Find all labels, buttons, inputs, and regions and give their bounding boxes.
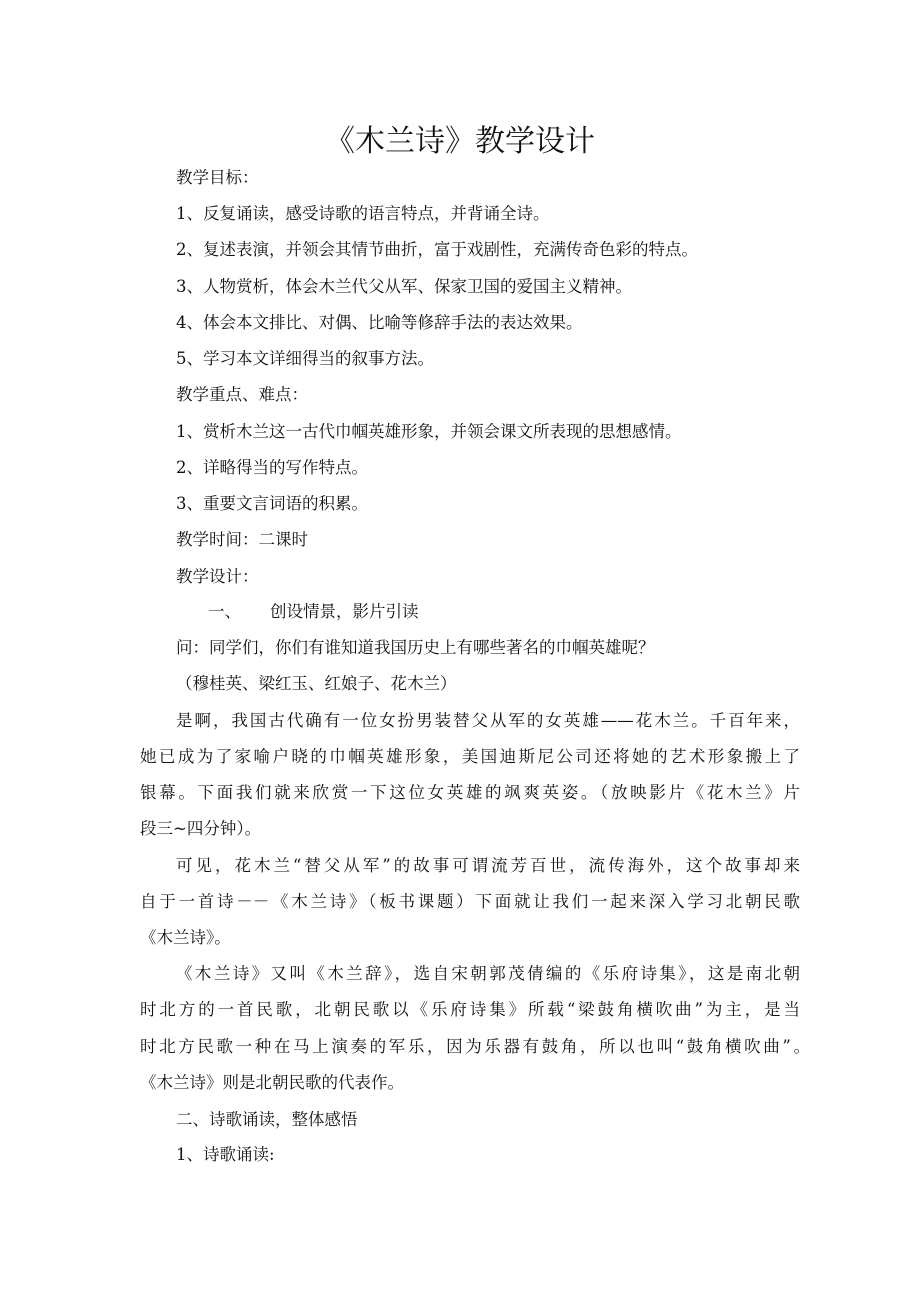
paragraph-line: 问：同学们，你们有谁知道我国历史上有哪些著名的巾帼英雄呢？ bbox=[176, 638, 655, 657]
section-heading: 教学重点、难点： bbox=[176, 385, 308, 404]
step-number: 一、 bbox=[208, 602, 241, 621]
paragraph-line: 《木兰诗》。 bbox=[140, 928, 231, 947]
key-point-item: 1、赏析木兰这一古代巾帼英雄形象，并领会课文所表现的思想感情。 bbox=[176, 422, 682, 441]
step-heading: 创设情景，影片引读 bbox=[270, 602, 419, 621]
objective-item: 1、反复诵读，感受诗歌的语言特点，并背诵全诗。 bbox=[176, 204, 550, 223]
paragraph-line: 银幕。下面我们就来欣赏一下这位女英雄的飒爽英姿。（放映影片《花木兰》片 bbox=[140, 783, 800, 802]
section-heading: 教学目标： bbox=[176, 168, 259, 187]
paragraph-line: 她已成为了家喻户晓的巾帼英雄形象，美国迪斯尼公司还将她的艺术形象搬上了 bbox=[140, 747, 800, 766]
paragraph-line: 《木兰诗》则是北朝民歌的代表作。 bbox=[140, 1073, 404, 1092]
section-heading: 二、诗歌诵读，整体感悟 bbox=[176, 1110, 358, 1129]
paragraph-line: 时北方的一首民歌，北朝民歌以《乐府诗集》所载“梁鼓角横吹曲”为主，是当 bbox=[140, 1000, 800, 1019]
objective-item: 4、体会本文排比、对偶、比喻等修辞手法的表达效果。 bbox=[176, 313, 583, 332]
paragraph-line: 时北方民歌一种在马上演奏的军乐，因为乐器有鼓角，所以也叫“鼓角横吹曲”。 bbox=[140, 1037, 810, 1056]
document-title: 《木兰诗》教学设计 bbox=[325, 124, 595, 159]
section-heading: 教学时间：二课时 bbox=[176, 530, 308, 549]
paragraph-line: 《木兰诗》又叫《木兰辞》，选自宋朝郭茂倩编的《乐府诗集》，这是南北朝 bbox=[176, 964, 800, 983]
key-point-item: 3、重要文言词语的积累。 bbox=[176, 494, 368, 513]
paragraph-line: 是啊，我国古代确有一位女扮男装替父从军的女英雄——花木兰。千百年来， bbox=[176, 711, 800, 730]
objective-item: 2、复述表演，并领会其情节曲折，富于戏剧性，充满传奇色彩的特点。 bbox=[176, 240, 698, 259]
paragraph-line: 自于一首诗－－《木兰诗》（板书课题）下面就让我们一起来深入学习北朝民歌 bbox=[140, 892, 800, 911]
key-point-item: 2、详略得当的写作特点。 bbox=[176, 458, 368, 477]
paragraph-line: （穆桂英、梁红玉、红娘子、花木兰） bbox=[176, 674, 457, 693]
objective-item: 5、学习本文详细得当的叙事方法。 bbox=[176, 349, 434, 368]
objective-item: 3、人物赏析，体会木兰代父从军、保家卫国的爱国主义精神。 bbox=[176, 277, 632, 296]
section-heading: 教学设计： bbox=[176, 567, 259, 586]
subsection-heading: 1、诗歌诵读: bbox=[176, 1145, 275, 1164]
paragraph-line: 段三~四分钟）。 bbox=[140, 819, 262, 838]
paragraph-line: 可见，花木兰“替父从军”的故事可谓流芳百世，流传海外，这个故事却来 bbox=[176, 856, 800, 875]
